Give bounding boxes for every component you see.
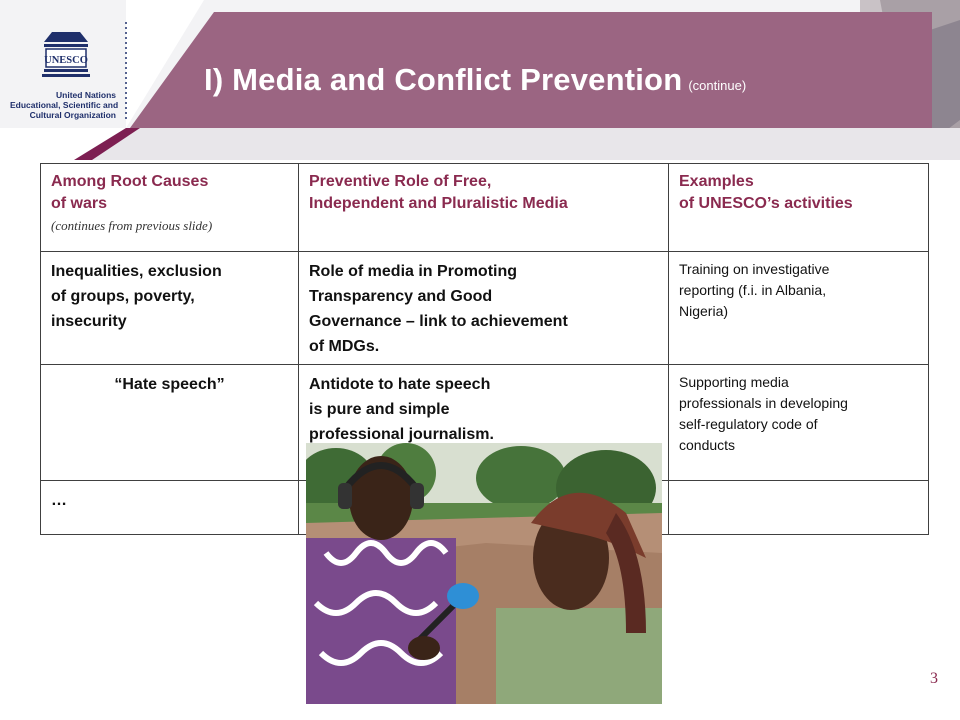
title-text: I) Media and Conflict Prevention <box>204 62 683 97</box>
title-subtitle: (continue) <box>688 78 747 93</box>
cause-cell: … <box>41 481 299 535</box>
example-cell: Training on investigative reporting (f.i. in Albania, Nigeria) <box>669 252 929 365</box>
table-row <box>41 252 929 365</box>
journalist-shirt <box>306 538 456 704</box>
organization-name <box>10 90 119 120</box>
header-note: (continues from previous slide) <box>51 218 213 233</box>
role-cell: Role of media in Promoting Transparency and Good Governance – link to achievement of MDGs. <box>299 252 669 365</box>
header-examples: Examples of UNESCO’s activities <box>669 164 929 252</box>
example-cell <box>669 481 929 535</box>
interview-photo <box>306 443 662 704</box>
org-line: Cultural Organization <box>29 110 116 120</box>
table-header-row <box>41 164 929 252</box>
temple-icon <box>6 20 126 90</box>
role-cell: Antidote to hate speech is pure and simple professional journalism. <box>299 365 669 481</box>
example-cell: Supporting media professionals in developing self-regulatory code of conducts <box>669 365 929 481</box>
cause-cell: “Hate speech” <box>41 365 299 481</box>
page-number: 3 <box>930 670 938 687</box>
org-line: Educational, Scientific and <box>10 100 119 110</box>
header-preventive-role: Preventive Role of Free, Independent and Pluralistic Media <box>299 164 669 252</box>
slide-header <box>0 0 960 160</box>
org-line: United Nations <box>56 90 116 100</box>
svg-text:UNESCO: UNESCO <box>44 55 88 66</box>
microphone-icon <box>447 583 479 609</box>
header-root-causes: Among Root Causes of wars (continues from previous slide) <box>41 164 299 252</box>
slide-title <box>204 62 746 98</box>
cause-cell: Inequalities, exclusion of groups, poverty, insecurity <box>41 252 299 365</box>
journalist-interview-photo-icon <box>306 443 662 704</box>
